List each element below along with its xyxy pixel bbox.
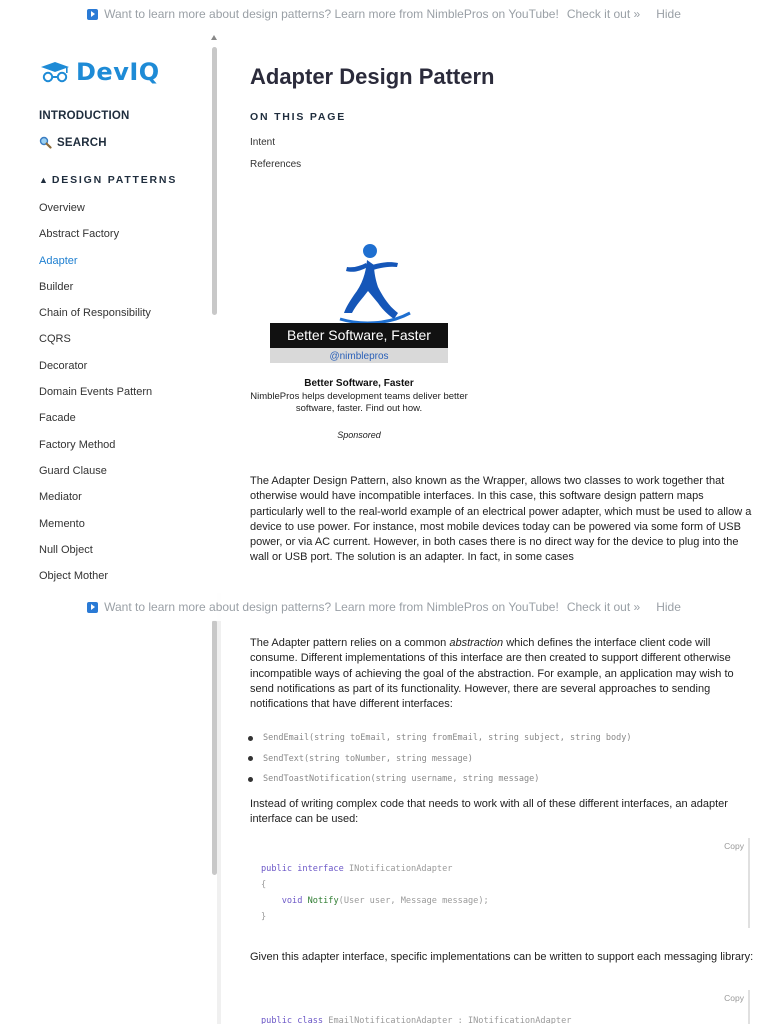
banner-text: Want to learn more about design patterns? Learn more from NimblePros on YouTube! [104,600,559,614]
sidebar-item-overview[interactable]: Overview [39,202,85,214]
sidebar-item-builder[interactable]: Builder [39,280,74,293]
clipped-text-line [250,621,760,625]
deviq-logo[interactable] [39,58,160,86]
banner-text: Want to learn more about design patterns? Learn more from NimblePros on YouTube! [104,7,559,21]
ad-image [270,233,448,373]
on-this-page-heading: ON THIS PAGE [250,111,347,123]
sidebar-edge [217,593,221,1024]
youtube-icon [87,9,98,20]
sidebar-item-factory-method[interactable]: Factory Method [39,438,116,451]
intro-paragraph-container [250,474,760,567]
sidebar-search-link[interactable] [39,136,107,149]
sidebar-item-mediator[interactable]: Mediator [39,491,82,504]
sidebar-item-object-mother[interactable]: Object Mother [39,570,109,583]
code-interface: public interface INotificationAdapter { void Notify(User user, Message message); } [261,864,489,922]
copy-button[interactable]: Copy [724,993,744,1003]
ad-title: Better Software, Faster [304,378,414,389]
adapter-interface-paragraph: Instead of writing complex code that needs to work with all of these different interfaces, an adapter interface can be used: [250,798,728,826]
implementations-paragraph: Given this adapter interface, specific implementations can be written to support each messaging library: [250,951,754,963]
page-title: Adapter Design Pattern [250,64,495,89]
copy-button[interactable]: Copy [724,841,744,851]
adapter-paragraph: The Adapter pattern relies on a common abstraction which defines the interface client code will consume. Different implementations of this interface are then created to support different otherwise incompatible ways of achieving the goal of the abstraction. For example, an application may wish to send notifications as part of its functionality. However, there are several approaches to sending notifications that have different interfaces: [250,637,734,711]
toc-link-references[interactable]: References [250,159,302,170]
design-patterns-section-toggle[interactable] [39,174,177,186]
list-item: SendEmail(string toEmail, string fromEmail, string subject, string body) [248,728,631,749]
sidebar-item-guard-clause[interactable]: Guard Clause [39,464,107,477]
sidebar-item-decorator[interactable]: Decorator [39,359,88,372]
code-email-adapter: public class EmailNotificationAdapter : INotificationAdapter [261,1016,572,1024]
abstraction-term: abstraction [449,637,504,649]
hide-banner-button[interactable]: Hide [656,7,681,21]
sidebar-item-abstract-factory[interactable]: Abstract Factory [39,228,120,241]
ad-image-caption: Better Software, Faster [287,327,431,343]
ad-image-handle: @nimblepros [329,351,389,362]
sidebar-item-adapter[interactable]: Adapter [39,254,78,267]
sidebar-item-chain-of-responsibility[interactable]: Chain of Responsibility [39,307,151,320]
sidebar-search-label: SEARCH [57,136,107,149]
hide-banner-button[interactable]: Hide [656,600,681,614]
search-icon [39,136,52,149]
sidebar-item-facade[interactable]: Facade [39,412,76,425]
promo-banner-overlay [0,593,768,621]
sidebar-item-memento[interactable]: Memento [39,517,85,530]
design-patterns-nav [39,198,152,592]
code-block-interface [250,838,750,928]
youtube-icon [87,602,98,613]
collapse-triangle-icon: ▲ [39,175,48,185]
list-item: SendToastNotification(string username, string message) [248,769,631,790]
graduation-glasses-icon [39,61,71,83]
list-item: SendText(string toNumber, string message) [248,749,631,770]
logo-text: DevIQ [76,58,160,86]
code-scroll-edge [748,990,750,1024]
toc-link-intent[interactable]: Intent [250,137,276,148]
section-label: DESIGN PATTERNS [51,174,178,186]
ad-description: NimblePros helps development teams deliver better software, faster. Find out how. [250,391,468,414]
sidebar-item-cqrs[interactable]: CQRS [39,333,71,346]
sidebar [0,28,215,593]
interface-method-list [248,728,631,790]
intro-paragraph: The Adapter Design Pattern, also known as the Wrapper, allows two classes to work together that otherwise would have incompatible interfaces. In this case, this software design pattern maps particularly well to the real-world example of an electrical power adapter, which must be used to allow a device to use power. For instance, most mobile devices today can be powered via some form of USB power, or via AC current. However, in both cases there is no direct way for the device to plug into the wall or USB port. The solution is an adapter. In fact, in some cases [250,475,752,564]
sidebar-introduction-link[interactable]: INTRODUCTION [39,110,130,122]
code-scroll-edge [748,838,750,928]
code-block-email-adapter [250,990,750,1024]
sidebar-item-null-object[interactable]: Null Object [39,543,93,556]
ad-sponsored-label: Sponsored [337,430,381,440]
scroll-up-arrow-icon[interactable] [211,35,217,40]
sidebar-scrollbar-thumb[interactable] [212,47,217,315]
sidebar-item-domain-events-pattern[interactable]: Domain Events Pattern [39,386,153,399]
check-it-out-link[interactable]: Check it out » [566,600,641,614]
check-it-out-link[interactable]: Check it out » [566,7,641,21]
promo-banner-top [0,0,768,28]
